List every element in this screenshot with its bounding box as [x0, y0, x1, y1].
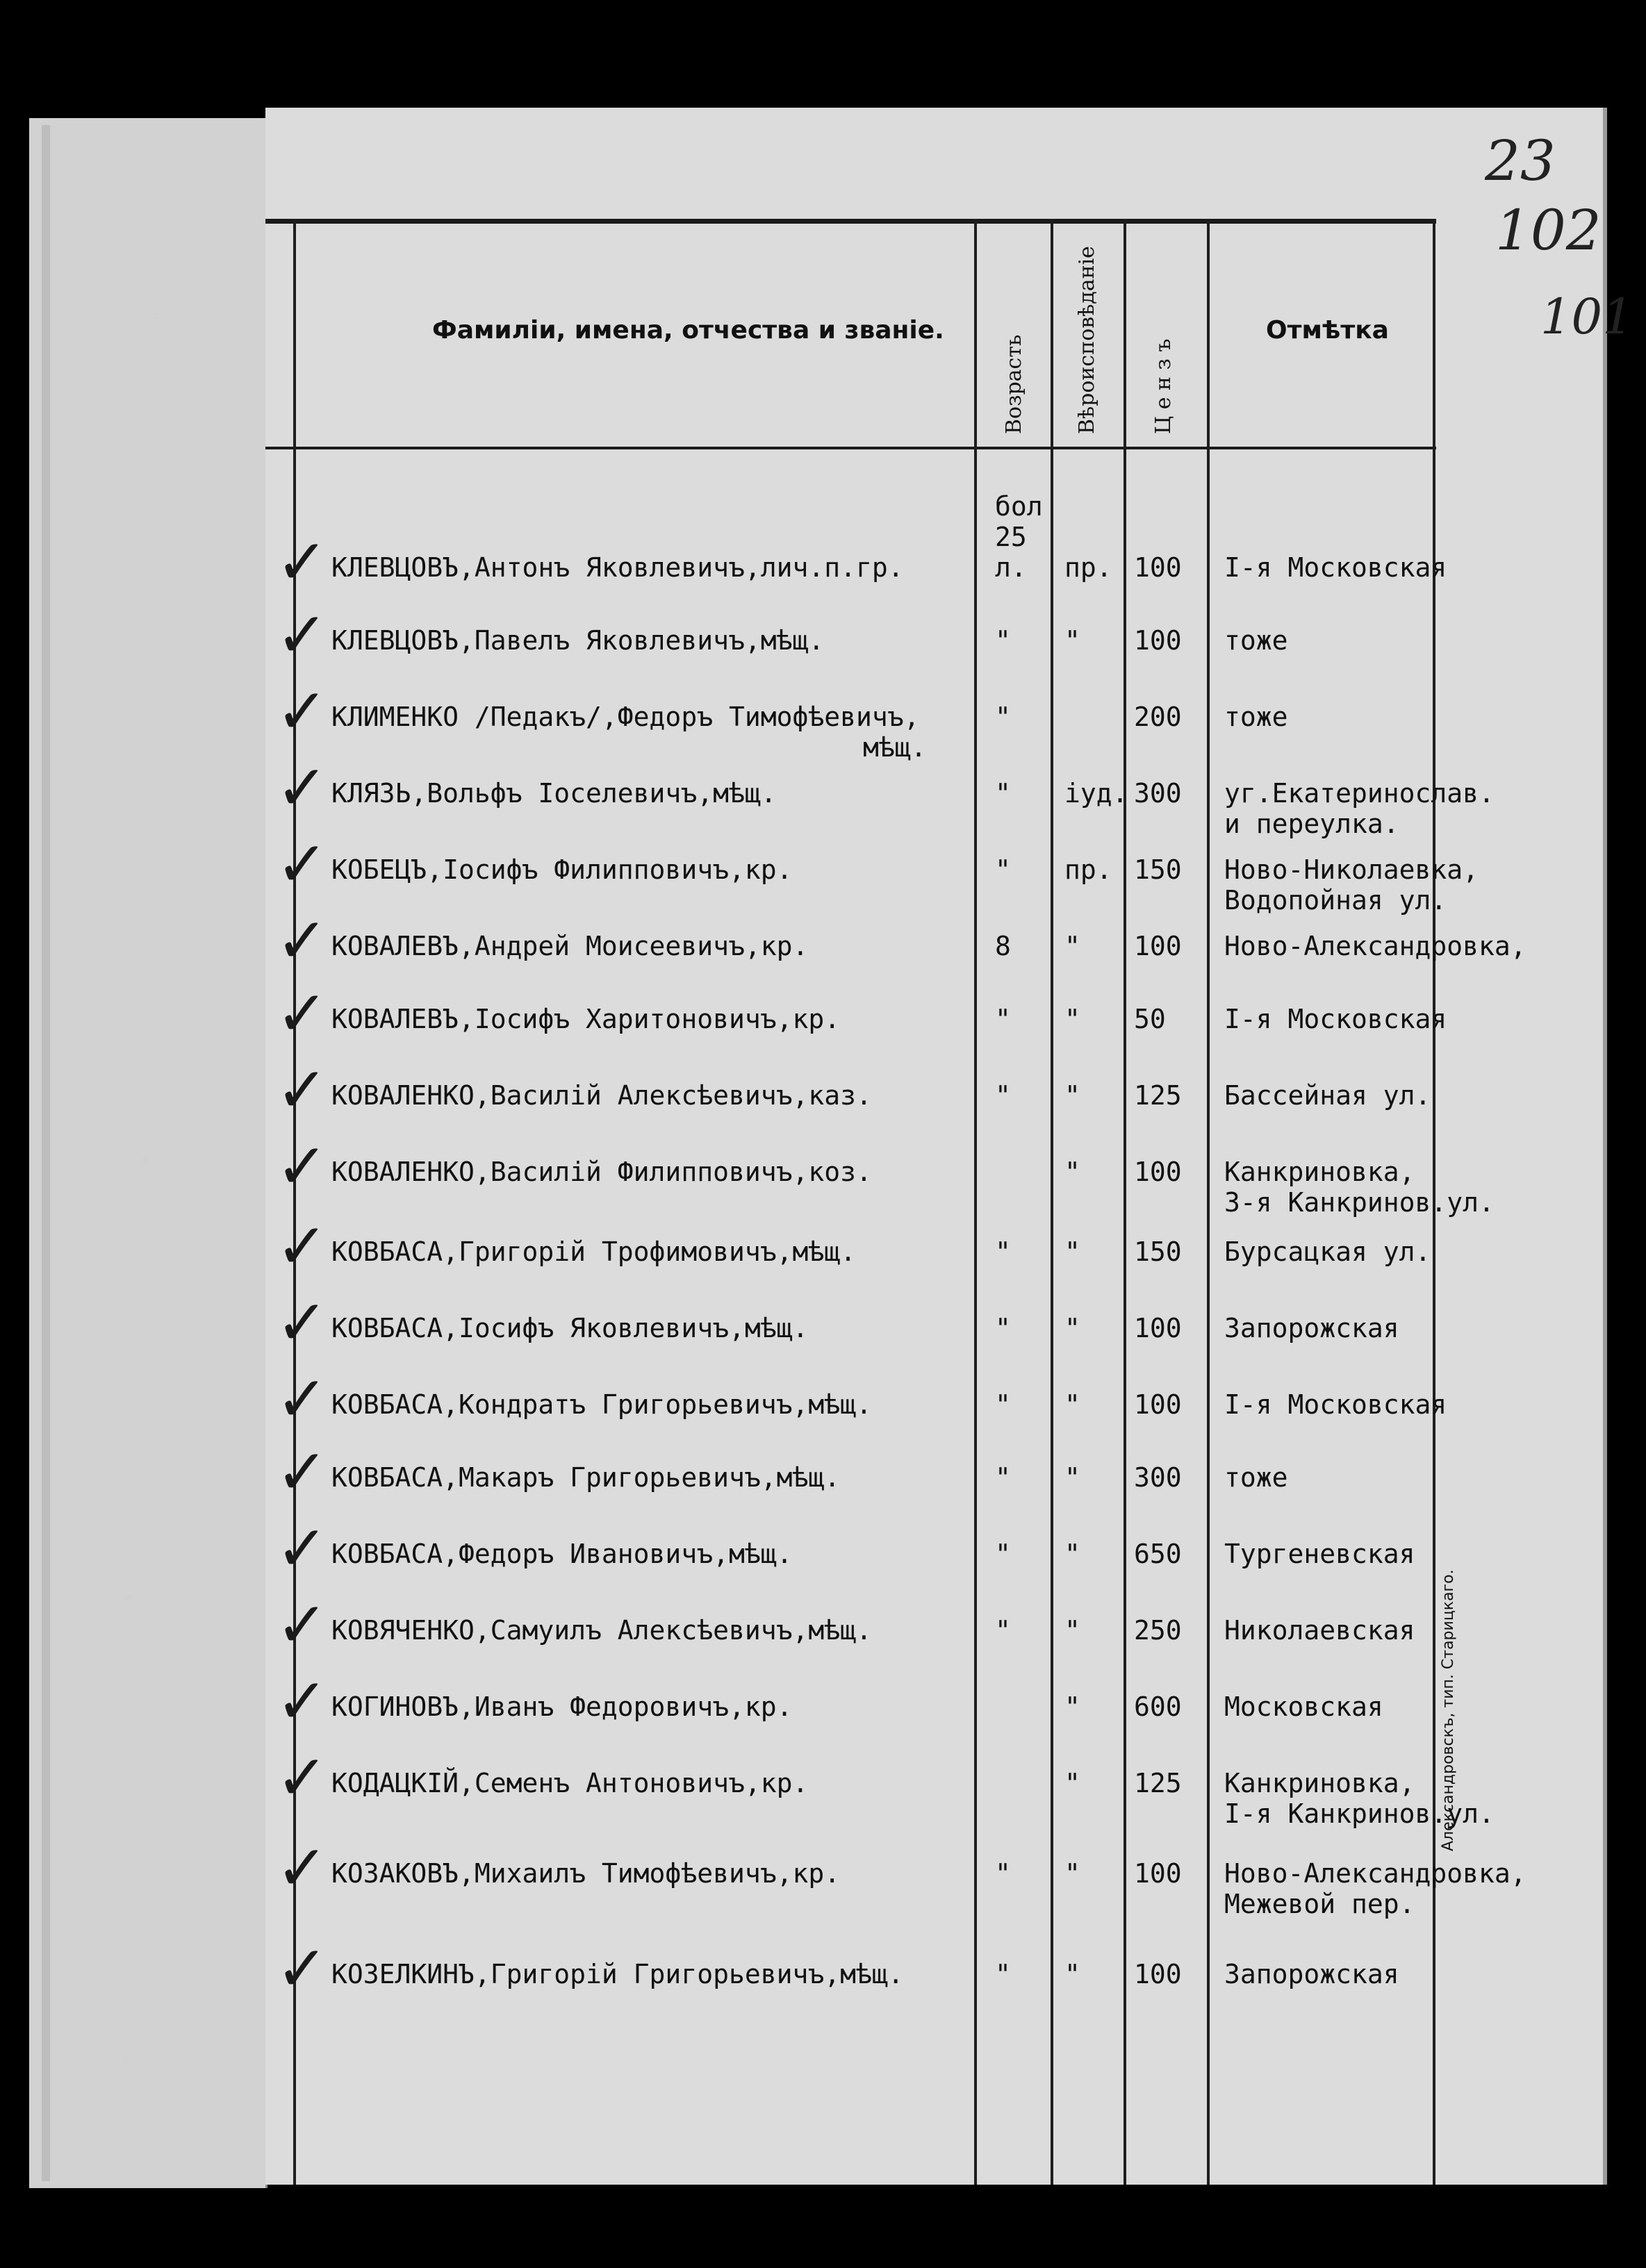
entry-remark: Бурсацкая ул. [1224, 1236, 1431, 1267]
entry-census: 650 [1134, 1539, 1182, 1569]
entry-census: 125 [1134, 1768, 1182, 1798]
entry-census: 50 [1134, 1004, 1166, 1034]
entry-religion: " [1064, 1080, 1080, 1111]
entry-age: " [995, 1236, 1011, 1267]
entry-age: 8 [995, 931, 1011, 961]
entry-age: " [995, 1004, 1011, 1034]
entry-age: л. [995, 552, 1027, 583]
entry-census: 100 [1134, 1959, 1182, 1989]
entry-census: 100 [1134, 1389, 1182, 1420]
entry-remark: Запорожская [1224, 1959, 1399, 1989]
checkmark-icon: ✓ [276, 1210, 329, 1283]
left-page-edge [29, 118, 268, 2188]
margin-mark [122, 2056, 129, 2063]
entry-remark: Ново-Александровка, [1224, 931, 1526, 961]
entry-age: " [995, 702, 1011, 732]
entry-age-prefix: бол [995, 491, 1043, 522]
entry-religion: " [1064, 1539, 1080, 1569]
ledger-page [265, 108, 1633, 2185]
entry-remark: Тургеневская [1224, 1539, 1415, 1569]
entry-age: " [995, 1858, 1011, 1889]
entry-name: КОВАЛЕВЪ,Андрей Моисеевичъ,кр. [331, 931, 809, 961]
entry-name: КОВБАСА,Кондратъ Григорьевичъ,мѣщ. [331, 1389, 872, 1420]
entry-name: КОЗАКОВЪ,Михаилъ Тимофѣевичъ,кр. [331, 1858, 841, 1889]
entry-religion: " [1064, 1462, 1080, 1493]
checkmark-icon: ✓ [276, 1512, 329, 1585]
entry-census: 100 [1134, 1858, 1182, 1889]
entry-remark-continued: Межевой пер. [1224, 1889, 1415, 1919]
entry-religion: " [1064, 1389, 1080, 1420]
entry-remark: Канкриновка, [1224, 1157, 1415, 1187]
checkmark-icon: ✓ [276, 1741, 329, 1814]
left-page-fold [42, 125, 50, 2181]
checkmark-icon: ✓ [276, 1665, 329, 1738]
entry-religion: " [1064, 625, 1080, 656]
margin-mark [153, 313, 160, 320]
entry-census: 250 [1134, 1615, 1182, 1646]
entry-age: " [995, 778, 1011, 809]
entry-remark: I-я Московская [1224, 1389, 1447, 1420]
entry-census: 100 [1134, 552, 1182, 583]
column-rule-names [974, 219, 977, 2185]
checkmark-icon: ✓ [276, 1054, 329, 1127]
entry-remark: Николаевская [1224, 1615, 1415, 1646]
entry-name: КОВЯЧЕНКО,Самуилъ Алексѣевичъ,мѣщ. [331, 1615, 872, 1646]
checkmark-icon: ✓ [276, 752, 329, 825]
entry-name: КЛИМЕНКО /Педакъ/,Федоръ Тимофѣевичъ, [331, 702, 920, 732]
checkmark-icon: ✓ [276, 828, 329, 901]
entry-religion: " [1064, 1236, 1080, 1267]
religion-column-header: Вѣроисповѣданіе [1075, 246, 1099, 434]
entry-census: 100 [1134, 931, 1182, 961]
entry-remark-continued: I-я Канкринов.ул. [1224, 1798, 1495, 1829]
census-column-header: Ц е н з ъ [1151, 338, 1176, 434]
entry-religion: пр. [1064, 854, 1112, 885]
entry-remark: тоже [1224, 1462, 1288, 1493]
column-rule-age [1051, 219, 1053, 2185]
folio-number-1: 23 [1485, 129, 1556, 193]
entry-remark-continued: и переулка. [1224, 809, 1399, 839]
entry-name: КОВАЛЕНКО,Василій Филипповичъ,коз. [331, 1157, 872, 1187]
checkmark-icon: ✓ [276, 675, 329, 748]
column-rule-census [1207, 219, 1210, 2185]
entry-census: 600 [1134, 1691, 1182, 1722]
entry-remark: уг.Екатеринослав. [1224, 778, 1495, 809]
folio-number-3: 101 [1540, 288, 1633, 345]
checkmark-icon: ✓ [276, 1286, 329, 1359]
names-column-header: Фамиліи, имена, отчества и званіе. [432, 316, 944, 345]
folio-number-2: 102 [1495, 198, 1602, 263]
entry-census: 100 [1134, 625, 1182, 656]
entry-name: КЛЕВЦОВЪ,Антонъ Яковлевичъ,лич.п.гр. [331, 552, 904, 583]
column-rule-religion [1124, 219, 1126, 2185]
checkmark-icon: ✓ [276, 904, 329, 977]
entry-religion: іуд. [1064, 778, 1128, 809]
entry-age-value: 25 [995, 522, 1027, 552]
entry-remark: тоже [1224, 702, 1288, 732]
remark-column-header: Отмѣтка [1266, 316, 1389, 345]
entry-name-continued: мѣщ. [863, 732, 927, 763]
entry-age: " [995, 1080, 1011, 1111]
entry-remark: тоже [1224, 625, 1288, 656]
entry-remark: Канкриновка, [1224, 1768, 1415, 1798]
entry-age: " [995, 1462, 1011, 1493]
entry-census: 100 [1134, 1313, 1182, 1343]
entry-religion: " [1064, 1691, 1080, 1722]
header-bottom-rule [265, 447, 1436, 449]
entry-remark-continued: Водопойная ул. [1224, 885, 1447, 916]
entry-census: 125 [1134, 1080, 1182, 1111]
entry-census: 200 [1134, 702, 1182, 732]
header-top-rule [265, 219, 1436, 224]
entry-name: КОВБАСА,Іосифъ Яковлевичъ,мѣщ. [331, 1313, 809, 1343]
entry-religion: " [1064, 1615, 1080, 1646]
entry-religion: " [1064, 1313, 1080, 1343]
entry-remark: Ново-Александровка, [1224, 1858, 1526, 1889]
entry-name: КЛЯЗЬ,Вольфъ Іоселевичъ,мѣщ. [331, 778, 777, 809]
entry-census: 150 [1134, 854, 1182, 885]
entry-age: " [995, 625, 1011, 656]
printer-imprint: Александровскъ, тип. Старицкаго. [1440, 1569, 1457, 1851]
entry-age: " [995, 1539, 1011, 1569]
entry-religion: " [1064, 1858, 1080, 1889]
checkmark-icon: ✓ [276, 1436, 329, 1509]
entry-census: 300 [1134, 1462, 1182, 1493]
checkmark-icon: ✓ [276, 1932, 329, 2005]
entry-name: КОДАЦКІЙ,Семенъ Антоновичъ,кр. [331, 1768, 809, 1798]
entry-remark: I-я Московская [1224, 552, 1447, 583]
entry-census: 100 [1134, 1157, 1182, 1187]
entry-name: КОГИНОВЪ,Иванъ Федоровичъ,кр. [331, 1691, 793, 1722]
entry-name: КЛЕВЦОВЪ,Павелъ Яковлевичъ,мѣщ. [331, 625, 825, 656]
checkmark-icon: ✓ [276, 1363, 329, 1436]
entry-religion: " [1064, 1959, 1080, 1989]
entry-name: КОВАЛЕНКО,Василій Алексѣевичъ,каз. [331, 1080, 872, 1111]
entry-remark-continued: 3-я Канкринов.ул. [1224, 1187, 1495, 1218]
margin-mark [125, 1594, 132, 1601]
entry-age: " [995, 854, 1011, 885]
checkmark-icon: ✓ [276, 1832, 329, 1905]
entry-religion: " [1064, 1157, 1080, 1187]
checkmark-icon: ✓ [276, 977, 329, 1050]
entry-remark: Ново-Николаевка, [1224, 854, 1479, 885]
entry-name: КОВБАСА,Григорій Трофимовичъ,мѣщ. [331, 1236, 856, 1267]
entry-name: КОВБАСА,Федоръ Ивановичъ,мѣщ. [331, 1539, 793, 1569]
entry-remark: I-я Московская [1224, 1004, 1447, 1034]
entry-religion: пр. [1064, 552, 1112, 583]
checkmark-icon: ✓ [276, 599, 329, 672]
entry-census: 300 [1134, 778, 1182, 809]
entry-remark: Запорожская [1224, 1313, 1399, 1343]
entry-name: КОВАЛЕВЪ,Іосифъ Харитоновичъ,кр. [331, 1004, 841, 1034]
age-column-header: Возрасть [1002, 334, 1026, 434]
entry-religion: " [1064, 1768, 1080, 1798]
entry-religion: " [1064, 1004, 1080, 1034]
entry-census: 150 [1134, 1236, 1182, 1267]
margin-mark [142, 1157, 149, 1164]
entry-remark: Бассейная ул. [1224, 1080, 1431, 1111]
checkmark-icon: ✓ [276, 526, 329, 599]
entry-age: " [995, 1959, 1011, 1989]
entry-remark: Московская [1224, 1691, 1383, 1722]
entry-name: КОБЕЦЪ,Іосифъ Филипповичъ,кр. [331, 854, 793, 885]
checkmark-icon: ✓ [276, 1589, 329, 1662]
entry-religion: " [1064, 931, 1080, 961]
entry-name: КОЗЕЛКИНЪ,Григорій Григорьевичъ,мѣщ. [331, 1959, 904, 1989]
entry-age: " [995, 1615, 1011, 1646]
checkmark-icon: ✓ [276, 1130, 329, 1203]
entry-age: " [995, 1389, 1011, 1420]
entry-age: " [995, 1313, 1011, 1343]
entry-name: КОВБАСА,Макаръ Григорьевичъ,мѣщ. [331, 1462, 841, 1493]
